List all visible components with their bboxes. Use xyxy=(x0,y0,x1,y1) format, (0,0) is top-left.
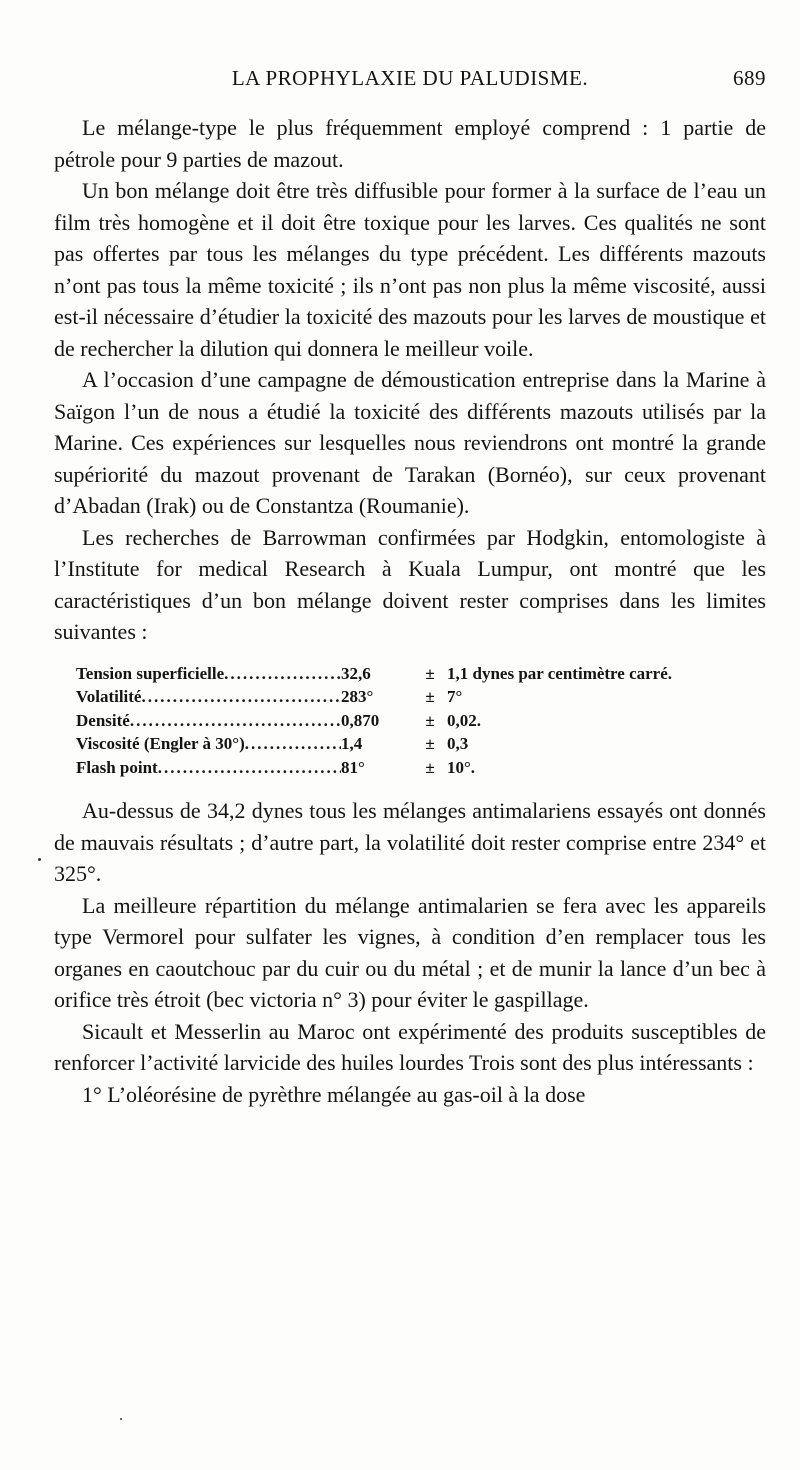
paragraph: A l’occasion d’une campagne de démoustication entreprise dans la Marine à Saïgon l’un de nous a étudié la toxicité des différents mazouts utilisés par la Marine. Ces expériences sur lesquelles nous reviendrons ont montré la grande supériorité du mazout provenant de Tarakan (Bornéo), sur ceux provenant d’Abadan (Irak) ou de Constantza (Roumanie). xyxy=(54,367,766,518)
paragraph: Les recherches de Barrowman confirmées par Hodgkin, entomologiste à l’Institute for medical Research à Kuala Lumpur, ont montré que les caractéristiques d’un bon mélange doivent rester comprises dans les limites suivantes : xyxy=(54,524,766,644)
property-row xyxy=(76,756,766,780)
property-row xyxy=(76,662,766,686)
property-name: Viscosité (Engler à 30°) xyxy=(76,734,245,753)
property-name: Flash point xyxy=(76,757,158,777)
property-name: Densité xyxy=(76,710,130,730)
dot-leader xyxy=(224,662,341,686)
dot-leader xyxy=(141,685,341,709)
property-name: Volatilité xyxy=(76,687,142,706)
property-row xyxy=(76,709,766,733)
scan-speck xyxy=(120,1418,122,1420)
property-value: 81° xyxy=(341,757,365,777)
property-tolerance: 1,1 dynes par centimètre carré. xyxy=(447,663,673,683)
plus-minus-sign: ± xyxy=(425,710,435,730)
scan-speck xyxy=(38,858,41,861)
plus-minus-sign: ± xyxy=(425,687,435,706)
plus-minus-sign: ± xyxy=(425,757,435,777)
paragraph: La meilleure répartition du mélange antimalarien se fera avec les appareils type Vermorel pour sulfater les vignes, à condition d’en remplacer tous les organes en caoutchouc par du cuir ou du métal ; et de munir la lance d’un bec à orifice très étroit (bec victoria n° 3) pour éviter le gaspillage. xyxy=(54,892,766,1012)
dot-leader xyxy=(130,709,341,733)
property-value: 0,870 xyxy=(341,710,380,730)
running-header xyxy=(54,66,766,96)
page-number: 689 xyxy=(733,66,766,90)
paragraph: Sicault et Messerlin au Maroc ont expérimenté des produits susceptibles de renforcer l’activité larvicide des huiles lourdes Trois sont des plus intéressants : xyxy=(54,1018,766,1075)
dot-leader xyxy=(245,732,341,756)
paragraph: 1° L’oléorésine de pyrèthre mélangée au gas-oil à la dose xyxy=(82,1081,586,1107)
property-value: 32,6 xyxy=(341,663,371,683)
property-name: Tension superficielle xyxy=(76,663,225,683)
paragraph: Un bon mélange doit être très diffusible pour former à la surface de l’eau un film très homogène et il doit être toxique pour les larves. Ces qualités ne sont pas offertes par tous les mélanges du type précédent. Les différents mazouts n’ont pas tous la même toxicité ; ils n’ont pas non plus la même viscosité, aussi est-il nécessaire d’étudier la toxicité des mazouts pour les larves de moustique et de rechercher la dilution qui donnera le meilleur voile. xyxy=(54,178,766,361)
plus-minus-sign: ± xyxy=(425,663,435,683)
property-tolerance: 10°. xyxy=(447,757,476,777)
plus-minus-sign: ± xyxy=(425,734,435,753)
paragraph: Le mélange-type le plus fréquemment employé comprend : 1 partie de pétrole pour 9 parties de mazout. xyxy=(54,115,766,172)
property-tolerance: 0,02. xyxy=(447,710,481,730)
property-tolerance: 7° xyxy=(447,687,463,706)
running-title: LA PROPHYLAXIE DU PALUDISME. xyxy=(231,66,589,90)
paragraph: Au-dessus de 34,2 dynes tous les mélanges antimalariens essayés ont donnés de mauvais résultats ; d’autre part, la volatilité doit rester comprise entre 234° et 325°. xyxy=(54,798,766,886)
property-value: 283° xyxy=(341,687,374,706)
property-row xyxy=(76,685,766,709)
dot-leader xyxy=(158,756,341,780)
property-value: 1,4 xyxy=(341,734,363,753)
property-tolerance: 0,3 xyxy=(447,734,469,753)
body-text xyxy=(54,112,766,1110)
property-row xyxy=(76,732,766,756)
properties-table xyxy=(76,662,766,780)
